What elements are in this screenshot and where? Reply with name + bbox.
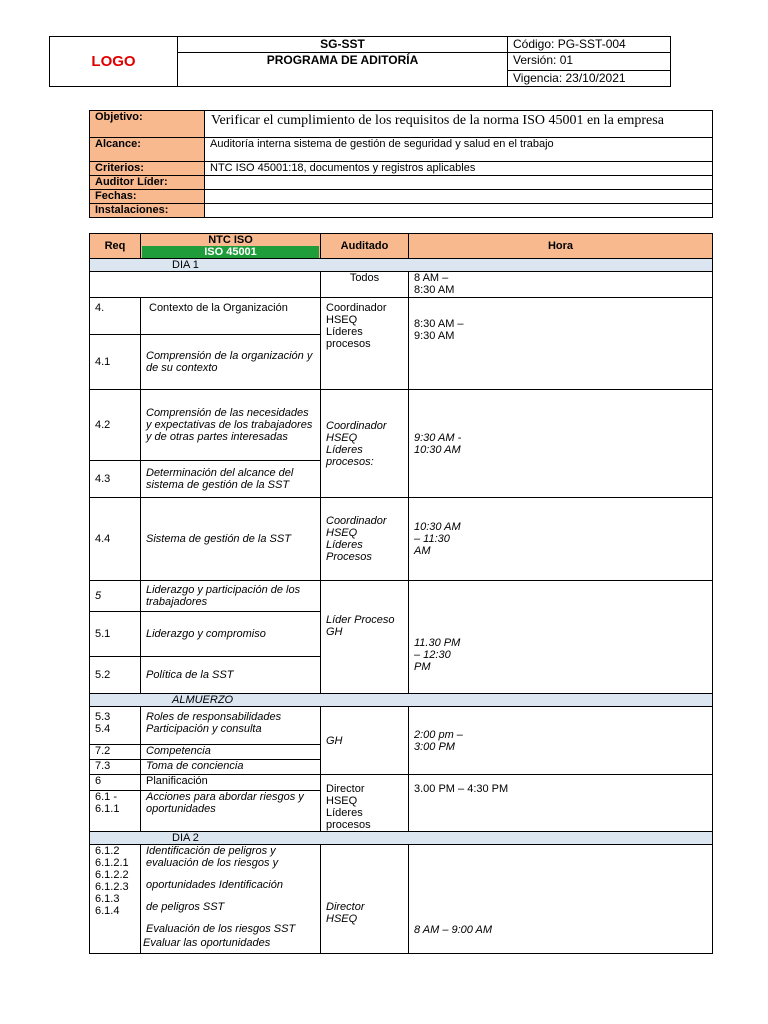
objective-value: Verificar el cumplimiento de los requisitos de la norma ISO 45001 en la empresa bbox=[205, 111, 713, 138]
day-2-label: DIA 2 bbox=[172, 832, 199, 844]
iso-cell: Acciones para abordar riesgos y oportunidades bbox=[141, 790, 321, 831]
audited-cell: Director HSEQ bbox=[321, 845, 409, 954]
dates-value bbox=[205, 190, 713, 204]
iso-line: oportunidades Identificación bbox=[146, 879, 283, 891]
header-time: Hora bbox=[409, 234, 713, 259]
req-cell: 6 bbox=[90, 775, 141, 791]
time-cell: 8:30 AM – 9:30 AM bbox=[409, 298, 713, 390]
time-cell: 11.30 PM – 12:30 PM bbox=[409, 581, 713, 694]
day-2-band bbox=[90, 832, 713, 845]
time-cell: 8 AM – 9:00 AM bbox=[409, 845, 713, 954]
time-cell: 2:00 pm – 3:00 PM bbox=[409, 707, 713, 775]
facilities-label: Instalaciones: bbox=[90, 204, 205, 218]
audited-cell: Coordinador HSEQ Líderes Procesos bbox=[321, 498, 409, 581]
header-req: Req bbox=[90, 234, 141, 259]
req-cell: 5.2 bbox=[90, 657, 141, 694]
header-audited: Auditado bbox=[321, 234, 409, 259]
iso-cell: Roles de responsabilidades Participación y consulta bbox=[141, 707, 321, 745]
req-cell: 5.1 bbox=[90, 612, 141, 657]
iso-cell: Planificación bbox=[141, 775, 321, 791]
req-cell: 4. bbox=[90, 298, 141, 335]
document-code: Código: PG-SST-004 bbox=[508, 37, 671, 53]
audited-cell: Coordinador HSEQ Líderes procesos bbox=[321, 298, 409, 390]
header-iso-top: NTC ISO bbox=[208, 234, 253, 246]
iso-cell: Competencia bbox=[141, 745, 321, 760]
iso-cell: Comprensión de la organización y de su contexto bbox=[141, 335, 321, 390]
header-iso-bottom: ISO 45001 bbox=[142, 246, 319, 258]
req-cell: 4.2 bbox=[90, 390, 141, 461]
audited-cell: Coordinador HSEQ Líderes procesos: bbox=[321, 390, 409, 498]
iso-cell: Sistema de gestión de la SST bbox=[141, 498, 321, 581]
lead-auditor-label: Auditor Líder: bbox=[90, 176, 205, 190]
empty-cell bbox=[90, 272, 321, 298]
facilities-value bbox=[205, 204, 713, 218]
iso-cell: Toma de conciencia bbox=[141, 760, 321, 775]
iso-cell: Política de la SST bbox=[141, 657, 321, 694]
iso-line: Identificación de peligros y evaluación de los riesgos y bbox=[146, 845, 279, 869]
document-header bbox=[49, 36, 671, 87]
req-cell: 6.1 - 6.1.1 bbox=[90, 790, 141, 831]
iso-cell: Comprensión de las necesidades y expectativas de los trabajadores y de otras partes interesadas bbox=[141, 390, 321, 461]
req-cell: 5 bbox=[90, 581, 141, 612]
time-cell: 8 AM – 8:30 AM bbox=[409, 272, 713, 298]
scope-value: Auditoría interna sistema de gestión de seguridad y salud en el trabajo bbox=[205, 138, 713, 162]
req-cell: 6.1.2 6.1.2.1 6.1.2.2 6.1.2.3 6.1.3 6.1.4 bbox=[90, 845, 141, 954]
audited-cell: Líder Proceso GH bbox=[321, 581, 409, 694]
req-cell: 4.4 bbox=[90, 498, 141, 581]
lunch-label: ALMUERZO bbox=[172, 694, 234, 706]
document-version: Versión: 01 bbox=[508, 53, 671, 71]
audit-info-table bbox=[89, 110, 713, 218]
iso-cell: Determinación del alcance del sistema de gestión de la SST bbox=[141, 461, 321, 498]
lunch-band bbox=[90, 694, 713, 707]
day-1-band bbox=[90, 259, 713, 272]
document-validity: Vigencia: 23/10/2021 bbox=[508, 71, 671, 87]
iso-line: de peligros SST bbox=[146, 901, 225, 913]
iso-cell: Contexto de la Organización bbox=[141, 298, 321, 335]
header-iso bbox=[141, 234, 321, 259]
dates-label: Fechas: bbox=[90, 190, 205, 204]
day-1-label: DIA 1 bbox=[172, 259, 199, 271]
criteria-value: NTC ISO 45001:18, documentos y registros aplicables bbox=[205, 162, 713, 176]
logo: LOGO bbox=[50, 37, 178, 87]
iso-cell bbox=[141, 845, 321, 954]
time-cell: 9:30 AM - 10:30 AM bbox=[409, 390, 713, 498]
scope-label: Alcance: bbox=[90, 138, 205, 162]
audited-cell: GH bbox=[321, 707, 409, 775]
iso-line: Evaluación de los riesgos SST bbox=[146, 923, 296, 935]
iso-cell: Liderazgo y participación de los trabajadores bbox=[141, 581, 321, 612]
req-cell: 7.2 bbox=[90, 745, 141, 760]
req-cell: 7.3 bbox=[90, 760, 141, 775]
req-cell: 5.3 5.4 bbox=[90, 707, 141, 745]
audited-cell: Todos bbox=[321, 272, 409, 298]
system-name: SG-SST bbox=[178, 37, 508, 53]
iso-cell: Liderazgo y compromiso bbox=[141, 612, 321, 657]
document-title: PROGRAMA DE ADITORÍA bbox=[178, 53, 508, 87]
time-cell: 10:30 AM – 11:30 AM bbox=[409, 498, 713, 581]
time-cell: 3.00 PM – 4:30 PM bbox=[409, 775, 713, 832]
req-cell: 4.1 bbox=[90, 335, 141, 390]
audit-schedule-table bbox=[89, 233, 713, 954]
audited-cell: Director HSEQ Líderes procesos bbox=[321, 775, 409, 832]
criteria-label: Criterios: bbox=[90, 162, 205, 176]
lead-auditor-value bbox=[205, 176, 713, 190]
iso-line: Evaluar las oportunidades bbox=[143, 937, 271, 949]
req-cell: 4.3 bbox=[90, 461, 141, 498]
objective-label: Objetivo: bbox=[90, 111, 205, 138]
